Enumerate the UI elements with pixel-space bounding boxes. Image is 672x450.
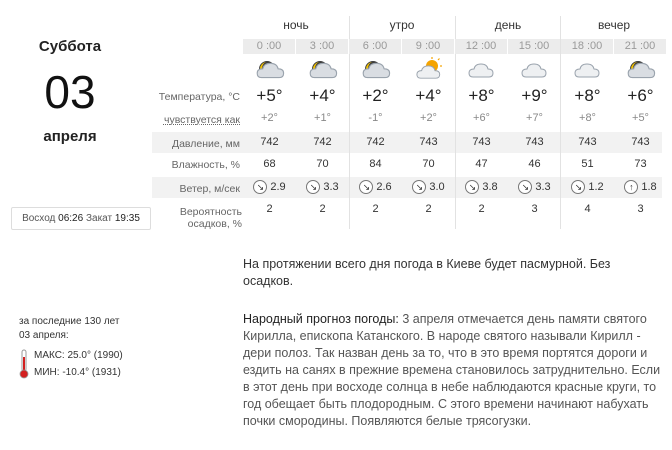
humidity-value: 73 [634,158,647,170]
time-cell: 6 :00 [349,39,401,54]
wind-cell [243,180,296,194]
feels-like-value: +6° [473,112,490,124]
pressure-value: 743 [525,136,544,148]
temperature-value: +8° [574,86,601,105]
wind-cell [614,180,667,194]
time-cell: 12 :00 [455,39,507,54]
history-max [34,350,123,361]
folk-forecast-title: Народный прогноз погоды: [243,312,399,326]
humidity-value: 84 [369,158,382,170]
precip-value: 2 [266,203,273,215]
wind-cell [508,180,561,194]
pressure-value: 742 [366,136,385,148]
wind-direction-icon: ↘ [412,180,426,194]
row-label-temperature: Температура, °C [158,91,240,103]
precip-value: 4 [584,203,591,215]
history-min-label: МИН: [34,367,60,378]
wind-direction-icon: ↘ [359,180,373,194]
time-cell: 3 :00 [296,39,348,54]
temperature-value: +8° [468,86,495,105]
time-cell: 9 :00 [402,39,454,54]
history-max-label: МАКС: [34,350,65,361]
moon-cloud-icon [349,57,401,83]
wind-cell [296,180,349,194]
pressure-value: 743 [631,136,650,148]
feels-like-value: -1° [368,112,383,124]
wind-speed-value: 1.8 [641,181,657,193]
history-date: 03 апреля: [19,330,69,341]
history-min-year: (1931) [91,367,121,378]
feels-like-value: +7° [526,112,543,124]
wind-speed-value: 3.0 [429,181,445,193]
temperature-value: +6° [627,86,654,105]
wind-speed-value: 2.9 [270,181,286,193]
time-cell: 0 :00 [243,39,295,54]
humidity-value: 70 [422,158,435,170]
weekday-label: Суббота [38,38,102,55]
moon-cloud-icon [296,57,348,83]
time-cell: 15 :00 [508,39,560,54]
feels-like-value: +5° [632,112,649,124]
history-min [34,367,121,378]
row-label-feels-wrap [150,114,240,126]
folk-forecast [243,311,663,430]
wind-cell [455,180,508,194]
time-cell: 21 :00 [614,39,666,54]
wind-speed-value: 2.6 [376,181,392,193]
feels-like-value: +2° [261,112,278,124]
pressure-value: 742 [313,136,332,148]
history-min-value: -10.4° [62,367,90,378]
pressure-value: 743 [578,136,597,148]
cloud-icon [455,57,507,83]
row-label-precip: Вероятность осадков, % [179,206,242,230]
wind-direction-icon: ↘ [518,180,532,194]
pressure-value: 743 [472,136,491,148]
sunrise-time: 06:26 [58,213,84,224]
month-label: апреля [43,128,97,145]
sun-cloud-icon [402,57,454,83]
row-label-feels[interactable]: чувствуется как [163,114,240,126]
temperature-value: +9° [521,86,548,105]
temperature-value: +2° [362,86,389,105]
wind-cell [402,180,455,194]
time-cell: 18 :00 [561,39,613,54]
row-label-wind: Ветер, м/сек [179,183,240,195]
period-header: вечер [597,18,631,32]
history-period: за последние 130 лет [19,316,120,327]
precip-value: 2 [372,203,379,215]
moon-cloud-icon [243,57,295,83]
row-label-pressure: Давление, мм [171,138,240,150]
precip-value: 2 [425,203,432,215]
period-header: ночь [283,18,309,32]
wind-cell [561,180,614,194]
pressure-value: 742 [260,136,279,148]
precip-value: 2 [319,203,326,215]
wind-speed-value: 3.3 [535,181,551,193]
folk-forecast-text: 3 апреля отмечается день памяти святого Кирилла, епископа Катанского. В народе святого называли Кирилл - дери полоз. Так назван день за то, что в это время портятся дороги и ездить на санях в прежние времена становилось затруднительно. Если в этот день при восходе солнца в небе наблюдаются красные круги, то год обещает быть плодородным. С этого времени начинают набухать почки смородины. Появляются белые трясогузки. [243,312,661,428]
feels-like-value: +8° [579,112,596,124]
wind-speed-value: 3.3 [323,181,339,193]
weather-description: На протяжении всего дня погода в Киеве будет пасмурной. Без осадков. [243,257,611,288]
precip-value: 2 [478,203,485,215]
sunrise-sunset-box [11,207,151,230]
wind-direction-icon: ↘ [253,180,267,194]
pressure-value: 743 [419,136,438,148]
humidity-value: 51 [581,158,594,170]
thermometer-icon [19,349,29,379]
row-label-humidity: Влажность, % [171,159,240,171]
sunrise-label: Восход [22,213,56,224]
wind-direction-icon: ↘ [465,180,479,194]
temperature-value: +4° [415,86,442,105]
humidity-value: 47 [475,158,488,170]
feels-like-value: +1° [314,112,331,124]
precip-value: 3 [637,203,644,215]
period-header: день [494,18,522,32]
humidity-value: 68 [263,158,276,170]
sunset-label: Закат [85,213,113,224]
wind-speed-value: 1.2 [588,181,604,193]
cloud-icon [508,57,560,83]
wind-direction-icon: ↘ [571,180,585,194]
humidity-value: 46 [528,158,541,170]
wind-direction-icon: ↘ [306,180,320,194]
history-max-value: 25.0° [67,350,91,361]
feels-like-value: +2° [420,112,437,124]
humidity-value: 70 [316,158,329,170]
wind-cell [349,180,402,194]
period-header: утро [389,18,415,32]
wind-speed-value: 3.8 [482,181,498,193]
moon-cloud-icon [614,57,666,83]
wind-direction-icon: ↑ [624,180,638,194]
sunset-time: 19:35 [114,213,140,224]
temperature-value: +4° [309,86,336,105]
day-number: 03 [44,66,96,118]
temperature-value: +5° [256,86,283,105]
precip-value: 3 [531,203,538,215]
cloud-icon [561,57,613,83]
history-max-year: (1990) [93,350,123,361]
